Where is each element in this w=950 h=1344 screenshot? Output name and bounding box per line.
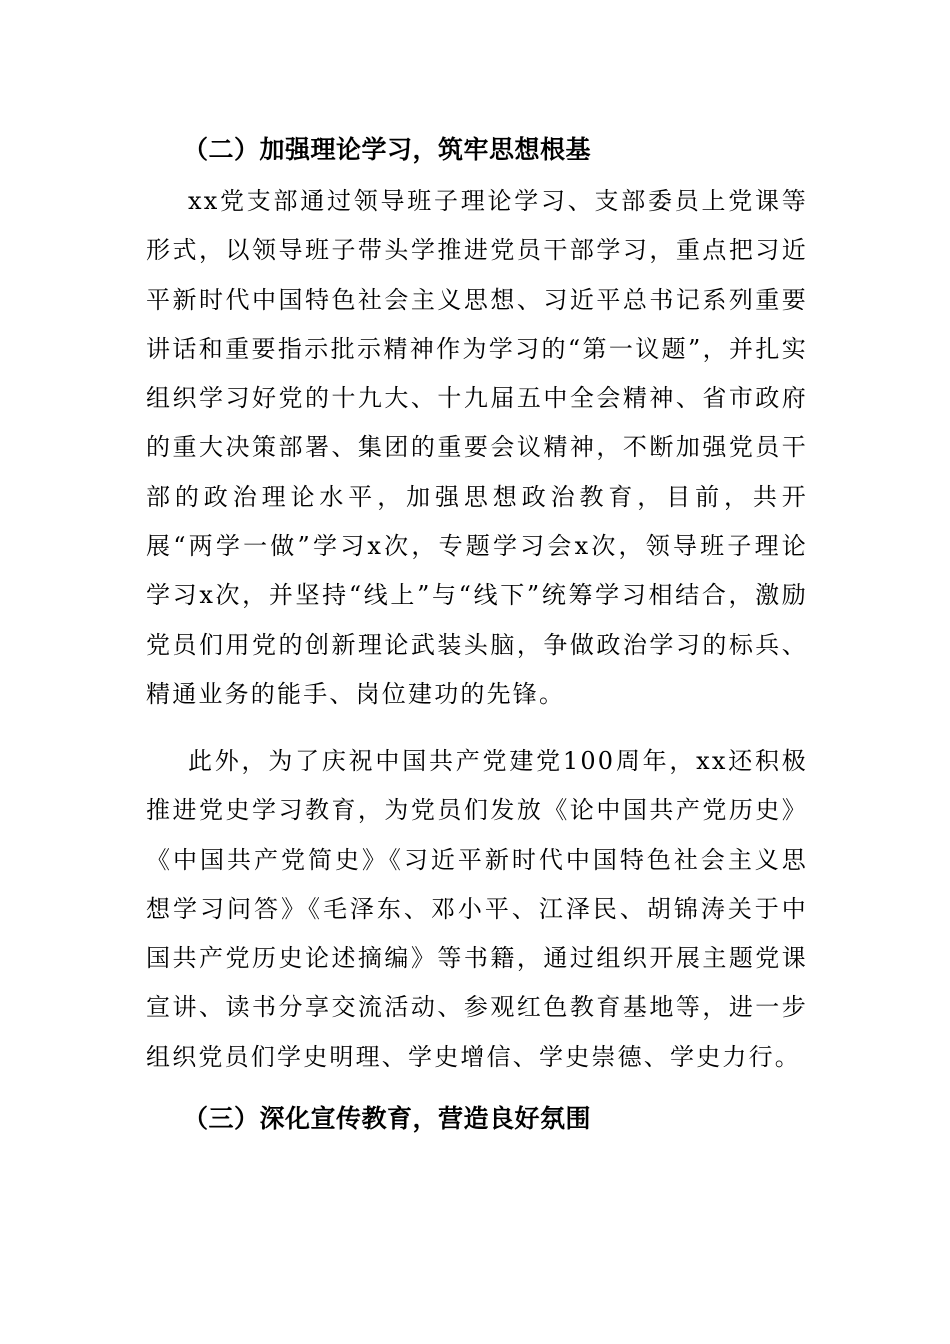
section-heading-theory-study: （二）加强理论学习，筑牢思想根基 — [183, 135, 592, 164]
paragraph-party-history: 此外，为了庆祝中国共产党建党100周年，xx还积极推进党史学习教育，为党员们发放《论中国共产党历史》《中国共产党简史》《习近平新时代中国特色社会主义思想学习问答》《毛泽东、邓小平、江泽民、胡锦涛关于中国共产党历史论述摘编》等书籍，通过组织开展主题党课宣讲、读书分享交流活动、参观红色教育基地等，进一步组织党员们学史明理、学史增信、学史崇德、学史力行。 — [146, 747, 808, 1071]
section-heading-publicity-education: （三）深化宣传教育，营造良好氛围 — [183, 1104, 592, 1133]
paragraph-theory-study: xx党支部通过领导班子理论学习、支部委员上党课等形式，以领导班子带头学推进党员干部学习，重点把习近平新时代中国特色社会主义思想、习近平总书记系列重要讲话和重要指示批示精神作为学习的“第一议题”，并扎实组织学习好党的十九大、十九届五中全会精神、省市政府的重大决策部署、集团的重要会议精神，不断加强党员干部的政治理论水平，加强思想政治教育，目前，共开展“两学一做”学习x次，专题学习会x次，领导班子理论学习x次，并坚持“线上”与“线下”统筹学习相结合，激励党员们用党的创新理论武装头脑，争做政治学习的标兵、精通业务的能手、岗位建功的先锋。 — [146, 187, 808, 708]
